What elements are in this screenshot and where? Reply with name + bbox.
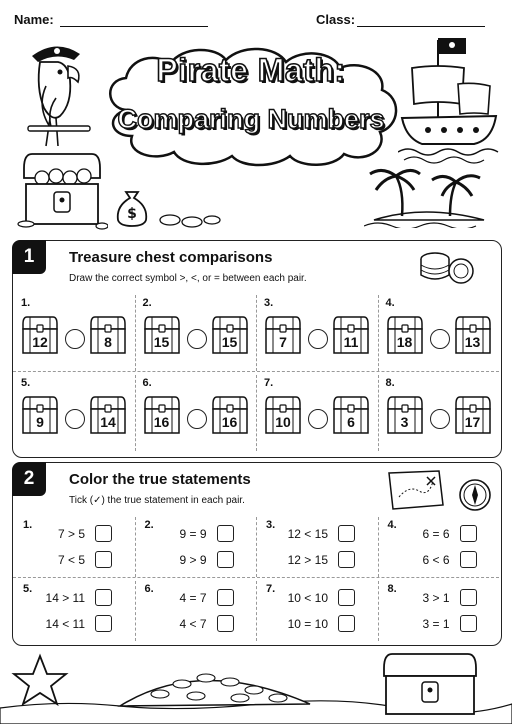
statement-b: 12 > 15	[287, 553, 328, 567]
beach-scene	[0, 646, 512, 724]
coin-stack-icon	[417, 247, 477, 287]
section-1-number: 1	[12, 240, 46, 274]
s1-question-number: 7.	[264, 377, 274, 389]
palm-island-icon	[364, 160, 494, 228]
tick-box-b[interactable]	[217, 551, 234, 568]
section-1-panel	[12, 240, 502, 458]
chest-number-left	[264, 315, 302, 355]
tick-box-a[interactable]	[338, 589, 355, 606]
tick-box-b[interactable]	[95, 551, 112, 568]
s1-question-number: 4.	[385, 297, 395, 309]
chest-number-right	[454, 315, 492, 355]
tick-box-a[interactable]	[460, 525, 477, 542]
comparison-circle[interactable]	[430, 409, 450, 429]
chest-number-right	[454, 395, 492, 435]
chest-number-right	[332, 395, 370, 435]
chest-value-right: 13	[464, 334, 481, 350]
tick-box-b[interactable]	[460, 615, 477, 632]
statement-a: 4 = 7	[179, 591, 207, 605]
grid-divider	[135, 581, 136, 641]
chest-number-left	[21, 395, 59, 435]
comparison-circle[interactable]	[65, 409, 85, 429]
chest-value-right: 16	[221, 414, 238, 430]
tick-box-b[interactable]	[95, 615, 112, 632]
coin-heap-icon	[120, 674, 310, 706]
tick-box-b[interactable]	[217, 615, 234, 632]
grid-divider	[135, 375, 136, 451]
parrot-icon	[22, 38, 96, 150]
coin-pile-icon	[156, 208, 222, 230]
s2-question-number: 1.	[23, 519, 33, 531]
chest-number-right	[211, 315, 249, 355]
chest-value-left: 12	[32, 334, 48, 350]
chest-number-right	[332, 315, 370, 355]
s1-question-number: 3.	[264, 297, 274, 309]
statement-b: 4 < 7	[179, 617, 207, 631]
grid-divider	[378, 295, 379, 371]
chest-number-left	[386, 315, 424, 355]
grid-divider	[378, 581, 379, 641]
statement-b: 3 = 1	[422, 617, 450, 631]
chest-number-left	[143, 395, 181, 435]
starfish-icon	[14, 656, 66, 704]
name-label: Name:	[14, 12, 54, 27]
section-2-title: Color the true statements	[69, 471, 251, 488]
statement-a: 12 < 15	[287, 527, 328, 541]
tick-box-b[interactable]	[460, 551, 477, 568]
tick-box-a[interactable]	[217, 589, 234, 606]
compass-icon	[457, 477, 493, 513]
comparison-circle[interactable]	[187, 329, 207, 349]
tick-box-a[interactable]	[460, 589, 477, 606]
money-bag-icon	[112, 184, 152, 228]
tick-box-b[interactable]	[338, 551, 355, 568]
tick-box-a[interactable]	[217, 525, 234, 542]
s2-question-number: 2.	[144, 519, 154, 531]
chest-number-left	[386, 395, 424, 435]
chest-value-left: 9	[36, 414, 44, 430]
chest-number-right	[89, 395, 127, 435]
s1-question-number: 2.	[142, 297, 152, 309]
chest-number-right	[211, 395, 249, 435]
grid-divider	[13, 371, 499, 372]
statement-b: 10 = 10	[287, 617, 328, 631]
statement-a: 7 > 5	[57, 527, 85, 541]
comparison-circle[interactable]	[430, 329, 450, 349]
s1-question-number: 8.	[385, 377, 395, 389]
statement-b: 14 < 11	[45, 617, 85, 631]
section-2-instruction: Tick (✓) the true statement in each pair.	[69, 495, 245, 506]
comparison-circle[interactable]	[308, 409, 328, 429]
class-label: Class:	[316, 12, 356, 27]
svg-text:$: $	[127, 206, 137, 222]
chest-value-left: 16	[153, 414, 170, 430]
chest-value-left: 18	[396, 334, 413, 350]
section-2-panel	[12, 462, 502, 646]
section-1-instruction: Draw the correct symbol >, <, or = between each pair.	[69, 273, 307, 284]
s2-question-number: 5.	[23, 583, 33, 595]
s2-question-number: 7.	[266, 583, 276, 595]
grid-divider	[378, 517, 379, 577]
chest-value-right: 11	[343, 334, 359, 350]
grid-divider	[135, 295, 136, 371]
statement-a: 6 = 6	[422, 527, 450, 541]
tick-box-a[interactable]	[338, 525, 355, 542]
grid-divider	[256, 517, 257, 577]
grid-divider	[256, 581, 257, 641]
treasure-chest-bottom-icon	[384, 654, 476, 714]
s1-question-number: 6.	[142, 377, 152, 389]
chest-value-right: 8	[104, 334, 112, 350]
grid-divider	[256, 295, 257, 371]
s1-question-number: 5.	[21, 377, 31, 389]
statement-b: 7 < 5	[57, 553, 85, 567]
s2-question-number: 4.	[387, 519, 397, 531]
chest-number-left	[21, 315, 59, 355]
chest-number-left	[264, 395, 302, 435]
comparison-circle[interactable]	[308, 329, 328, 349]
comparison-circle[interactable]	[187, 409, 207, 429]
chest-value-left: 7	[279, 334, 287, 350]
class-line[interactable]	[357, 26, 485, 27]
name-line[interactable]	[60, 26, 208, 27]
tick-box-a[interactable]	[95, 589, 112, 606]
section-2-number: 2	[12, 462, 46, 496]
grid-divider	[378, 375, 379, 451]
grid-divider	[13, 577, 499, 578]
title-line1: Pirate Math:	[156, 52, 346, 88]
tick-box-a[interactable]	[95, 525, 112, 542]
chest-value-right: 17	[464, 414, 481, 430]
pirate-ship-icon	[398, 34, 502, 164]
chest-value-left: 15	[153, 334, 170, 350]
tick-box-b[interactable]	[338, 615, 355, 632]
chest-number-left	[143, 315, 181, 355]
treasure-chest-icon	[16, 148, 108, 232]
statement-a: 14 > 11	[45, 591, 85, 605]
s2-question-number: 3.	[266, 519, 276, 531]
statement-a: 3 > 1	[422, 591, 450, 605]
chest-value-left: 10	[275, 414, 291, 430]
chest-value-right: 6	[347, 414, 355, 430]
s2-question-number: 6.	[144, 583, 154, 595]
grid-divider	[256, 375, 257, 451]
title-line2: Comparing Numbers	[117, 104, 385, 134]
statement-a: 10 < 10	[287, 591, 328, 605]
statement-b: 6 < 6	[422, 553, 450, 567]
chest-value-right: 14	[100, 414, 116, 430]
s1-question-number: 1.	[21, 297, 31, 309]
statement-a: 9 = 9	[179, 527, 207, 541]
comparison-circle[interactable]	[65, 329, 85, 349]
s2-question-number: 8.	[387, 583, 397, 595]
chest-value-right: 15	[221, 334, 238, 350]
section-1-title: Treasure chest comparisons	[69, 249, 273, 266]
grid-divider	[135, 517, 136, 577]
statement-b: 9 > 9	[179, 553, 207, 567]
chest-number-right	[89, 315, 127, 355]
chest-value-left: 3	[400, 414, 409, 430]
